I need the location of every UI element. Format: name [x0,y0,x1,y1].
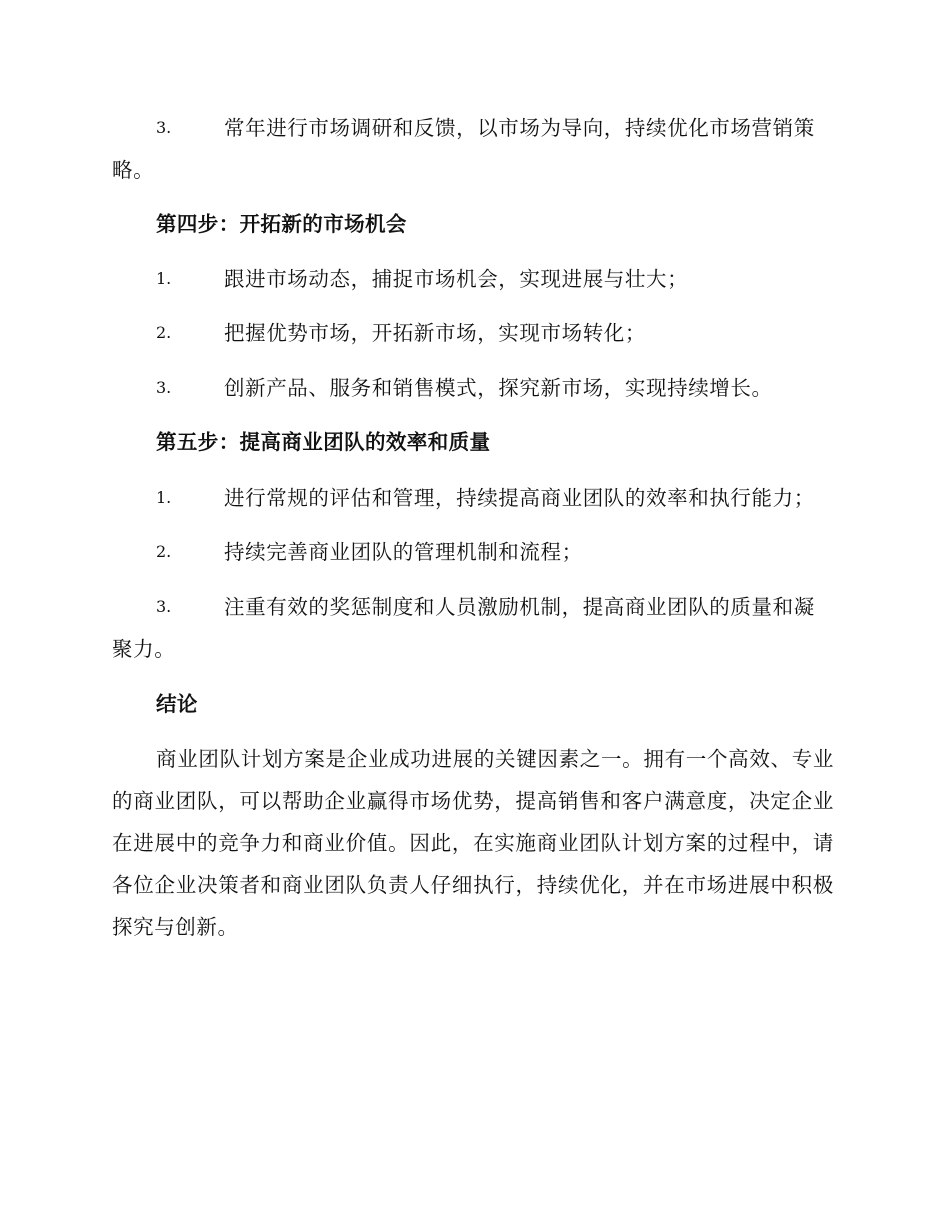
list-number: 2. [156,542,172,561]
list-item-text: 创新产品、服务和销售模式，探究新市场，实现持续增长。 [224,376,773,400]
list-number: 3. [156,597,172,616]
list-item [112,367,834,409]
list-item-text: 跟进市场动态，捕捉市场机会，实现进展与壮大； [224,267,689,291]
list-item [112,477,834,519]
list-number: 3. [156,118,172,137]
list-item [112,107,834,191]
list-number: 1. [156,269,172,288]
conclusion-paragraph: 商业团队计划方案是企业成功进展的关键因素之一。拥有一个高效、专业的商业团队，可以帮助企业赢得市场优势，提高销售和客户满意度，决定企业在进展中的竞争力和商业价值。因此，在实施商业团队计划方案的过程中，请各位企业决策者和商业团队负责人仔细执行，持续优化，并在市场进展中积极探究与创新。 [112,747,834,939]
list-item [112,312,834,354]
list-item-text: 进行常规的评估和管理，持续提高商业团队的效率和执行能力； [224,486,815,510]
list-item [112,258,834,300]
section-heading-step5: 第五步：提高商业团队的效率和质量 [156,430,491,454]
list-item-text: 持续完善商业团队的管理机制和流程； [224,540,583,564]
list-item-text: 常年进行市场调研和反馈，以市场为导向，持续优化市场营销策略。 [112,116,815,182]
section-heading-step4: 第四步：开拓新的市场机会 [156,212,407,236]
list-number: 2. [156,323,172,342]
list-number: 3. [156,378,172,397]
list-item [112,531,834,573]
list-item-text: 注重有效的奖惩制度和人员激励机制，提高商业团队的质量和凝聚力。 [112,595,815,661]
conclusion-heading: 结论 [156,692,198,716]
list-number: 1. [156,488,172,507]
list-item-text: 把握优势市场，开拓新市场，实现市场转化； [224,321,646,345]
list-item [112,586,834,670]
